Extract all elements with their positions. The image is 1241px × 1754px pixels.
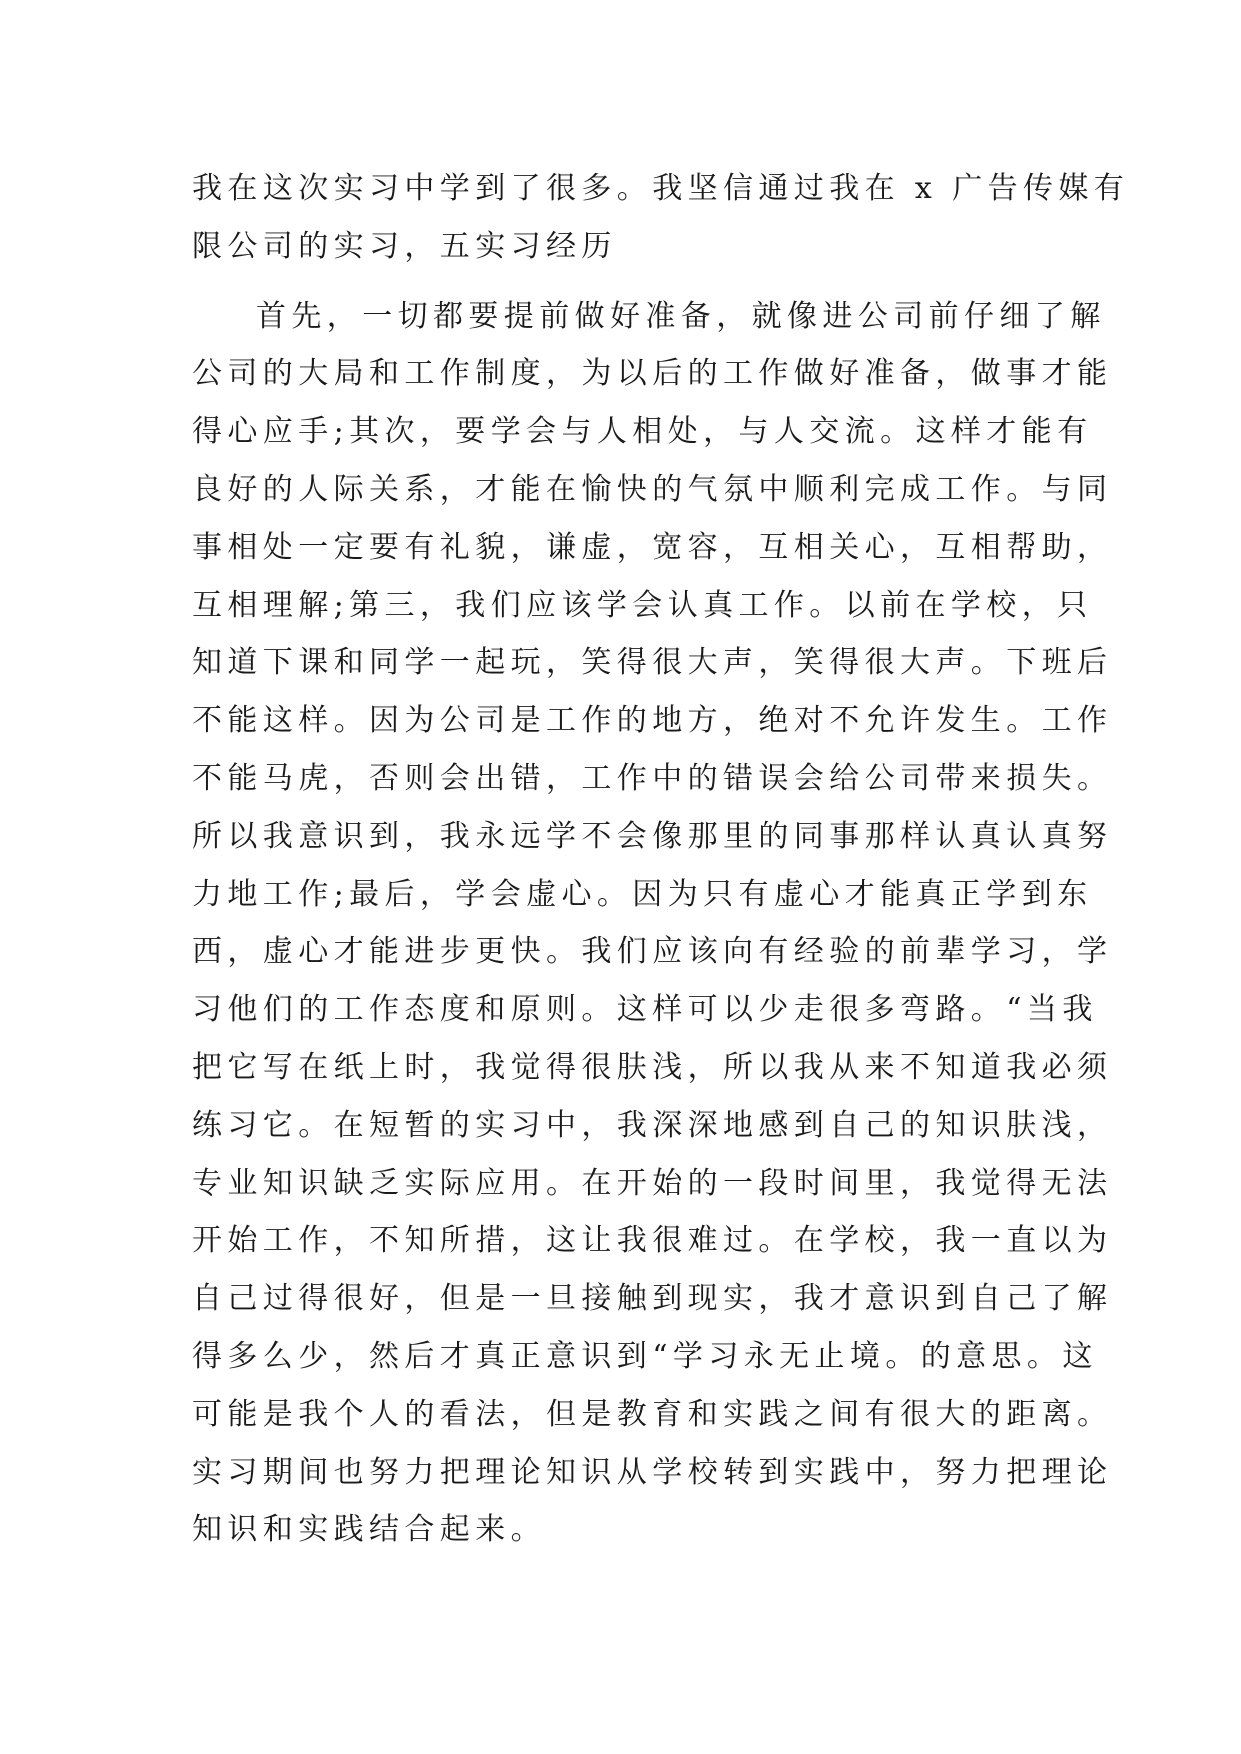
- text-line: 互相理解;第三，我们应该学会认真工作。以前在学校，只: [192, 587, 1093, 623]
- text-line: 力地工作;最后，学会虚心。因为只有虚心才能真正学到东: [192, 876, 1093, 912]
- paragraph-1: [192, 160, 1130, 276]
- text-line: 知识和实践结合起来。: [192, 1512, 546, 1548]
- text-line: 西，虚心才能进步更快。我们应该向有经验的前辈学习，学: [192, 934, 1113, 970]
- text-line: 首先，一切都要提前做好准备，就像进公司前仔细了解: [256, 298, 1106, 334]
- text-line: 公司的大局和工作制度，为以后的工作做好准备，做事才能: [192, 356, 1113, 392]
- text-line: 我在这次实习中学到了很多。我坚信通过我在 x 广告传媒有: [192, 171, 1130, 206]
- text-line: 得心应手;其次，要学会与人相处，与人交流。这样才能有: [192, 414, 1093, 450]
- text-line: 事相处一定要有礼貌，谦虚，宽容，互相关心，互相帮助，: [192, 529, 1113, 565]
- text-line: 练习它。在短暂的实习中，我深深地感到自己的知识肤浅，: [192, 1107, 1113, 1143]
- paragraph-2: [192, 288, 1113, 1560]
- text-line: 可能是我个人的看法，但是教育和实践之间有很大的距离。: [192, 1396, 1113, 1432]
- text-line: 把它写在纸上时，我觉得很肤浅，所以我从来不知道我必须: [192, 1049, 1113, 1085]
- text-line: 自己过得很好，但是一旦接触到现实，我才意识到自己了解: [192, 1281, 1113, 1317]
- paragraph-spacing: [192, 276, 1092, 288]
- text-line: 良好的人际关系，才能在愉快的气氛中顺利完成工作。与同: [192, 471, 1113, 507]
- document-body: [192, 160, 1130, 1559]
- text-line: 习他们的工作态度和原则。这样可以少走很多弯路。“当我: [192, 992, 1098, 1028]
- text-line: 所以我意识到，我永远学不会像那里的同事那样认真认真努: [192, 818, 1113, 854]
- text-line: 知道下课和同学一起玩，笑得很大声，笑得很大声。下班后: [192, 645, 1113, 681]
- text-line: 得多么少，然后才真正意识到“学习永无止境。的意思。这: [192, 1338, 1098, 1374]
- text-line: 实习期间也努力把理论知识从学校转到实践中，努力把理论: [192, 1454, 1113, 1490]
- text-line: 不能马虎，否则会出错，工作中的错误会给公司带来损失。: [192, 760, 1113, 796]
- text-line: 专业知识缺乏实际应用。在开始的一段时间里，我觉得无法: [192, 1165, 1113, 1201]
- text-line: 限公司的实习，五实习经历: [192, 228, 617, 264]
- text-line: 不能这样。因为公司是工作的地方，绝对不允许发生。工作: [192, 703, 1113, 739]
- text-line: 开始工作，不知所措，这让我很难过。在学校，我一直以为: [192, 1223, 1113, 1259]
